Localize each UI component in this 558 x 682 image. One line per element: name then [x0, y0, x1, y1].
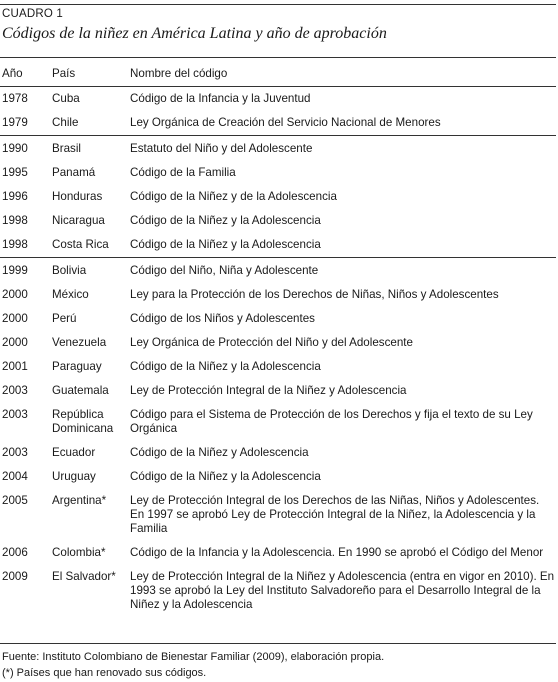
cell-code: Código de la Niñez y la Adolescencia — [130, 360, 321, 373]
cell-year: 1998 — [2, 238, 28, 251]
cell-year: 2000 — [2, 336, 28, 349]
title-rule — [0, 57, 556, 58]
cell-year: 1998 — [2, 214, 28, 227]
cell-code: Estatuto del Niño y del Adolescente — [130, 136, 556, 162]
cell-country: Paraguay — [52, 360, 102, 373]
table-row — [0, 161, 556, 185]
codes-table — [0, 62, 556, 617]
cell-year: 1999 — [0, 258, 52, 284]
cell-country: Honduras — [52, 190, 103, 203]
bottom-rule — [0, 643, 556, 644]
cell-year: 2000 — [2, 312, 28, 325]
cell-country: Cuba — [52, 92, 80, 105]
cell-year: 1978 — [2, 92, 28, 105]
table-row — [0, 185, 556, 209]
cell-country: Costa Rica — [52, 238, 109, 251]
cell-country: Ecuador — [52, 446, 96, 459]
column-header-country: País — [52, 62, 130, 87]
cell-year: 2003 — [2, 408, 28, 421]
cell-code: Código de la Niñez y la Adolescencia — [130, 214, 321, 227]
cell-year: 2001 — [2, 360, 28, 373]
table-row — [0, 283, 556, 307]
cell-year: 2000 — [2, 288, 28, 301]
table-row — [0, 441, 556, 465]
table-body — [0, 87, 556, 618]
cell-year: 1979 — [2, 116, 28, 129]
cell-year: 2003 — [2, 384, 28, 397]
cell-code: Código de la Niñez y de la Adolescencia — [130, 190, 337, 203]
cell-country: Perú — [52, 312, 77, 325]
cell-code: Código del Niño, Niña y Adolescente — [130, 258, 556, 284]
cell-country: Venezuela — [52, 336, 107, 349]
cell-code: Ley de Protección Integral de la Niñez y Adolescencia — [130, 384, 407, 397]
cell-country: México — [52, 288, 89, 301]
cell-year: 1996 — [2, 190, 28, 203]
table-row — [0, 403, 556, 441]
cell-code: Código de la Niñez y Adolescencia — [130, 446, 309, 459]
cell-code: Ley de Protección Integral de la Niñez y Adolescencia (entra en vigor en 2010). En 1993 se aprobó la Ley del Instituto Salvadoreño para el Desarrollo Integral de la Niñez y la Adolescencia — [130, 570, 555, 611]
cell-year: 2009 — [2, 570, 28, 583]
cell-country: Colombia* — [52, 546, 106, 559]
table-row — [0, 489, 556, 541]
cell-code: Código de la Niñez y la Adolescencia — [130, 470, 321, 483]
cell-code: Ley para la Protección de los Derechos de Niñas, Niños y Adolescentes — [130, 288, 499, 301]
table-row — [0, 565, 556, 617]
table-title: Códigos de la niñez en América Latina y año de aprobación — [2, 25, 387, 42]
table-row — [0, 87, 556, 112]
table-row — [0, 307, 556, 331]
cell-code: Ley de Protección Integral de los Derechos de las Niñas, Niños y Adolescentes. En 1997 se aprobó Ley de Protección Integral de la Niñez, la Adolescencia y la Familia — [130, 494, 540, 535]
cell-code: Código de los Niños y Adolescentes — [130, 312, 315, 325]
cell-year: 1995 — [2, 166, 28, 179]
column-header-code: Nombre del código — [130, 62, 556, 87]
table-row — [0, 136, 556, 162]
cell-code: Código para el Sistema de Protección de los Derechos y fija el texto de su Ley Orgánica — [130, 408, 533, 435]
cell-country: Brasil — [52, 136, 130, 162]
column-header-year: Año — [0, 62, 52, 87]
cell-country: República Dominicana — [52, 408, 114, 435]
table-header-row — [0, 62, 556, 87]
table-row — [0, 379, 556, 403]
table-row — [0, 258, 556, 284]
table-row — [0, 209, 556, 233]
top-rule — [0, 4, 556, 5]
table-row — [0, 541, 556, 565]
table-label: CUADRO 1 — [2, 8, 64, 20]
cell-year: 2006 — [2, 546, 28, 559]
cell-country: Uruguay — [52, 470, 96, 483]
cell-country: Panamá — [52, 166, 96, 179]
cell-country: Chile — [52, 116, 79, 129]
cell-year: 2005 — [2, 494, 28, 507]
cell-code: Ley Orgánica de Creación del Servicio Nacional de Menores — [130, 116, 441, 129]
cell-year: 1990 — [0, 136, 52, 162]
cell-country: Guatemala — [52, 384, 109, 397]
cell-code: Código de la Familia — [130, 166, 236, 179]
table-row — [0, 465, 556, 489]
table-row — [0, 355, 556, 379]
cell-code: Código de la Infancia y la Juventud — [130, 92, 311, 105]
footnote: (*) Países que han renovado sus códigos. — [2, 667, 207, 679]
cell-code: Ley Orgánica de Protección del Niño y del Adolescente — [130, 336, 413, 349]
cell-code: Código de la Niñez y la Adolescencia — [130, 238, 321, 251]
source-note: Fuente: Instituto Colombiano de Bienestar Familiar (2009), elaboración propia. — [2, 651, 385, 663]
cell-code: Código de la Infancia y la Adolescencia. En 1990 se aprobó el Código del Menor — [130, 546, 544, 559]
cell-year: 2003 — [2, 446, 28, 459]
cell-country: Nicaragua — [52, 214, 105, 227]
table-row — [0, 111, 556, 136]
cell-year: 2004 — [2, 470, 28, 483]
cell-country: Argentina* — [52, 494, 107, 507]
table-row — [0, 331, 556, 355]
cell-country: Bolivia — [52, 258, 130, 284]
table-row — [0, 233, 556, 258]
cell-country: El Salvador* — [52, 570, 116, 583]
